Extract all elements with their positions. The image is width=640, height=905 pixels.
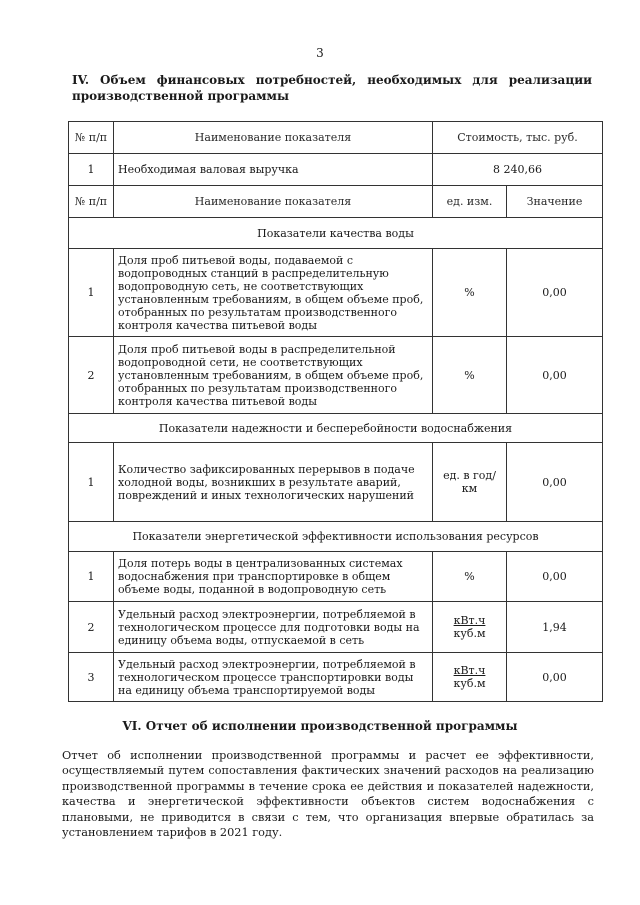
indicators-header-row <box>69 186 603 218</box>
group-title-energy: Показатели энергетической эффективности использования ресурсов <box>69 522 603 552</box>
unit-numerator: кВт.ч <box>453 664 486 677</box>
row-value: 0,00 <box>507 653 603 702</box>
row-name: Удельный расход электроэнергии, потребляемой в технологическом процессе транспортировки воды на единицу объема транспортируемой воды <box>114 653 433 702</box>
row-name: Количество зафиксированных перерывов в подаче холодной воды, возникших в результате аварий, повреждений и иных технологических нарушений <box>114 443 433 522</box>
group-row-reliability <box>69 414 603 443</box>
section-4-title: IV. Объем финансовых потребностей, необходимых для реализации производственной программы <box>72 73 592 103</box>
row-name: Доля проб питьевой воды, подаваемой с водопроводных станций в распределительную водопроводную сеть, не соответствующих установленным требованиям, в общем объеме проб, отобранных по результатам производственного контроля качества питьевой воды <box>114 249 433 337</box>
row-unit-fraction <box>433 653 507 702</box>
table-row <box>69 552 603 602</box>
indicators-header-unit: ед. изм. <box>433 186 507 218</box>
group-row-quality <box>69 218 603 249</box>
group-title-quality: Показатели качества воды <box>69 218 603 249</box>
finance-row <box>69 154 603 186</box>
row-name: Доля потерь воды в централизованных системах водоснабжения при транспортировке в общем объеме воды, поданной в водопроводную сеть <box>114 552 433 602</box>
row-value: 0,00 <box>507 249 603 337</box>
row-name: Доля проб питьевой воды в распределительной водопроводной сети, не соответствующих установленным требованиям, в общем объеме проб, отобранных по результатам производственного контроля качества питьевой воды <box>114 337 433 414</box>
finance-header-name: Наименование показателя <box>114 122 433 154</box>
row-unit: % <box>433 249 507 337</box>
row-num: 2 <box>69 602 114 653</box>
finance-header-cost: Стоимость, тыс. руб. <box>433 122 603 154</box>
finance-row-num: 1 <box>69 154 114 186</box>
group-title-reliability: Показатели надежности и бесперебойности водоснабжения <box>69 414 603 443</box>
unit-numerator: кВт.ч <box>453 614 486 627</box>
group-row-energy <box>69 522 603 552</box>
row-value: 0,00 <box>507 337 603 414</box>
production-program-table <box>68 121 603 702</box>
table-row <box>69 653 603 702</box>
unit-denominator: куб.м <box>453 677 486 690</box>
table-row <box>69 249 603 337</box>
row-unit: % <box>433 337 507 414</box>
table-row <box>69 337 603 414</box>
row-num: 1 <box>69 249 114 337</box>
row-num: 3 <box>69 653 114 702</box>
finance-row-name: Необходимая валовая выручка <box>114 154 433 186</box>
indicators-header-value: Значение <box>507 186 603 218</box>
table-row <box>69 602 603 653</box>
section-6-title: VI. Отчет об исполнении производственной программы <box>122 719 518 733</box>
row-num: 2 <box>69 337 114 414</box>
unit-denominator: куб.м <box>453 627 486 640</box>
finance-header-num: № п/п <box>69 122 114 154</box>
paragraph-text: Отчет об исполнении производственной программы и расчет ее эффективности, осуществляемый путем сопоставления фактических значений расходов на реализацию производственной программы в течение срока ее действия и показателей надежности, качества и энергетической эффективности объектов систем водоснабжения с плановыми, не приводится в связи с тем, что организация впервые обратилась за установлением тарифов в 2021 году. <box>62 749 594 840</box>
page-number: 3 <box>316 46 324 60</box>
row-value: 1,94 <box>507 602 603 653</box>
indicators-header-num: № п/п <box>69 186 114 218</box>
row-unit-fraction <box>433 602 507 653</box>
finance-header-row <box>69 122 603 154</box>
row-num: 1 <box>69 552 114 602</box>
row-name: Удельный расход электроэнергии, потребляемой в технологическом процессе для подготовки воды на единицу объема воды, отпускаемой в сеть <box>114 602 433 653</box>
row-num: 1 <box>69 443 114 522</box>
indicators-header-name: Наименование показателя <box>114 186 433 218</box>
row-value: 0,00 <box>507 443 603 522</box>
row-unit: ед. в год/ км <box>433 443 507 522</box>
finance-row-cost: 8 240,66 <box>433 154 603 186</box>
table-row <box>69 443 603 522</box>
row-unit: % <box>433 552 507 602</box>
section-6-paragraph <box>62 748 594 840</box>
row-value: 0,00 <box>507 552 603 602</box>
